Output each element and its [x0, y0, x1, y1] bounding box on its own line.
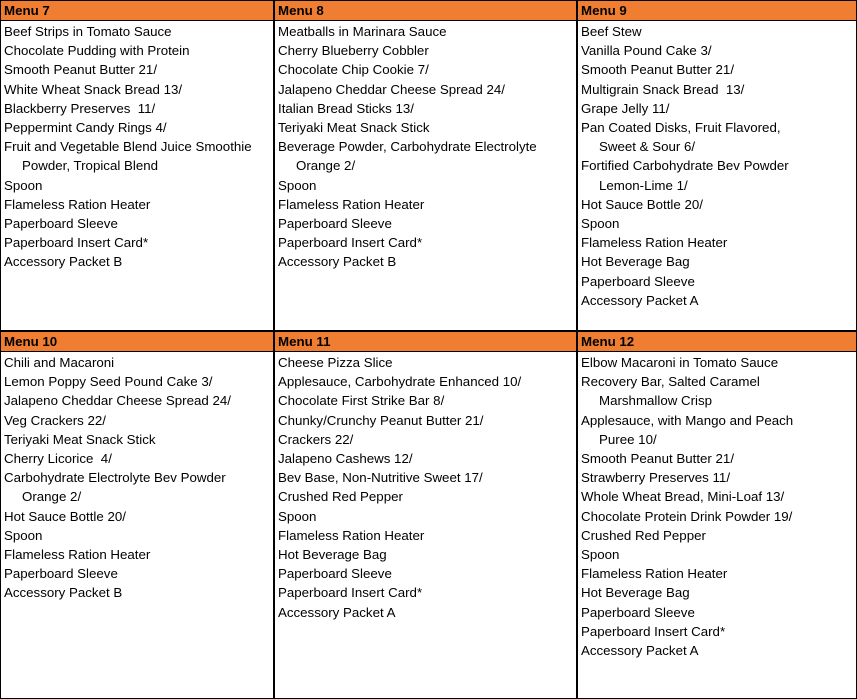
menu-item: Veg Crackers 22/ [4, 412, 106, 428]
menu-item: Strawberry Preserves 11/ [581, 470, 731, 486]
menu-item: Lemon-Lime 1/ [599, 177, 688, 193]
menu-item: Bev Base, Non-Nutritive Sweet 17/ [278, 470, 483, 486]
menu-item: Flameless Ration Heater [4, 547, 151, 563]
menu-item: Chocolate First Strike Bar 8/ [278, 393, 445, 409]
menu-item: Multigrain Snack Bread 13/ [581, 81, 745, 97]
menu-item: Flameless Ration Heater [4, 196, 151, 212]
menu-item: Paperboard Sleeve [4, 216, 118, 232]
menu-item: Paperboard Insert Card* [278, 235, 423, 251]
menu-item: Chocolate Chip Cookie 7/ [278, 62, 429, 78]
menu-item-list [1, 21, 273, 272]
menu-item: Chocolate Protein Drink Powder 19/ [581, 508, 793, 524]
menu-item: Elbow Macaroni in Tomato Sauce [581, 355, 779, 370]
menu-item: Teriyaki Meat Snack Stick [278, 120, 430, 136]
menu-item: Cherry Blueberry Cobbler [278, 43, 429, 59]
menu-item: Accessory Packet B [278, 254, 397, 270]
menu-item: Sweet & Sour 6/ [599, 139, 696, 155]
menu-item: Blackberry Preserves 11/ [4, 100, 156, 116]
menu-item: Beef Stew [581, 24, 642, 39]
menu-item: Spoon [278, 508, 317, 524]
menu-item: Accessory Packet A [581, 643, 699, 659]
menu-item-list [1, 352, 273, 603]
menu-item: Spoon [4, 527, 43, 543]
menu-item: Orange 2/ [296, 158, 356, 174]
menu-item: Peppermint Candy Rings 4/ [4, 120, 167, 136]
menu-item: Applesauce, Carbohydrate Enhanced 10/ [278, 374, 522, 390]
menu-item: White Wheat Snack Bread 13/ [4, 81, 183, 97]
menu-item: Beverage Powder, Carbohydrate Electrolyte [278, 139, 537, 155]
menu-cell [1, 332, 273, 698]
menu-item: Hot Beverage Bag [581, 585, 690, 601]
menu-item: Paperboard Sleeve [278, 216, 392, 232]
menu-item: Hot Beverage Bag [581, 254, 690, 270]
menu-item: Italian Bread Sticks 13/ [278, 100, 414, 116]
menu-item: Hot Sauce Bottle 20/ [4, 508, 126, 524]
menu-item: Pan Coated Disks, Fruit Flavored, [581, 120, 781, 136]
menu-item: Flameless Ration Heater [278, 527, 425, 543]
menu-item: Fruit and Vegetable Blend Juice Smoothie [4, 139, 252, 155]
menu-cell [578, 332, 856, 698]
menu-item: Paperboard Sleeve [581, 604, 695, 620]
menu-item: Orange 2/ [22, 489, 82, 505]
menu-item: Accessory Packet A [278, 604, 396, 620]
menu-item-list [275, 352, 576, 622]
menu-item: Jalapeno Cheddar Cheese Spread 24/ [278, 81, 505, 97]
menu-item: Accessory Packet A [581, 292, 699, 308]
menu-item: Crushed Red Pepper [278, 489, 403, 505]
menu-item: Spoon [581, 216, 620, 232]
menu-cell [275, 332, 576, 698]
menu-header: Menu 8 [275, 1, 576, 21]
menu-item-list [578, 21, 856, 310]
menu-item-list [578, 352, 856, 660]
menu-header: Menu 9 [578, 1, 856, 21]
menu-item: Jalapeno Cheddar Cheese Spread 24/ [4, 393, 231, 409]
menu-item: Paperboard Insert Card* [278, 585, 423, 601]
menu-item: Chili and Macaroni [4, 355, 115, 370]
menu-item: Smooth Peanut Butter 21/ [581, 62, 735, 78]
menu-item: Paperboard Sleeve [581, 273, 695, 289]
menu-item: Paperboard Insert Card* [581, 623, 726, 639]
menu-item: Teriyaki Meat Snack Stick [4, 431, 156, 447]
menu-item: Meatballs in Marinara Sauce [278, 24, 447, 39]
menu-item: Spoon [278, 177, 317, 193]
menu-item: Paperboard Insert Card* [4, 235, 149, 251]
menu-item: Crackers 22/ [278, 431, 354, 447]
menu-item: Flameless Ration Heater [278, 196, 425, 212]
menu-item: Hot Sauce Bottle 20/ [581, 196, 703, 212]
menu-header: Menu 12 [578, 332, 856, 352]
menu-item: Spoon [581, 547, 620, 563]
menu-item: Crushed Red Pepper [581, 527, 706, 543]
menu-item: Paperboard Sleeve [278, 566, 392, 582]
menu-item: Cheese Pizza Slice [278, 355, 393, 370]
menu-item: Powder, Tropical Blend [22, 158, 159, 174]
menu-header: Menu 10 [1, 332, 273, 352]
menu-cell [1, 1, 273, 330]
menu-item: Smooth Peanut Butter 21/ [4, 62, 158, 78]
menu-item: Recovery Bar, Salted Caramel [581, 374, 760, 390]
menu-item: Smooth Peanut Butter 21/ [581, 451, 735, 467]
menu-item: Puree 10/ [599, 431, 657, 447]
menu-item: Spoon [4, 177, 43, 193]
menu-item: Cherry Licorice 4/ [4, 451, 112, 467]
menu-item: Hot Beverage Bag [278, 547, 387, 563]
menu-item: Flameless Ration Heater [581, 566, 728, 582]
menu-item: Grape Jelly 11/ [581, 100, 670, 116]
menu-item: Flameless Ration Heater [581, 235, 728, 251]
menu-header: Menu 7 [1, 1, 273, 21]
menu-item: Whole Wheat Bread, Mini-Loaf 13/ [581, 489, 785, 505]
menu-item: Chunky/Crunchy Peanut Butter 21/ [278, 412, 484, 428]
menu-cell [578, 1, 856, 330]
menu-item: Accessory Packet B [4, 585, 123, 601]
menu-item: Carbohydrate Electrolyte Bev Powder [4, 470, 226, 486]
menu-item: Applesauce, with Mango and Peach [581, 412, 794, 428]
menu-item: Accessory Packet B [4, 254, 123, 270]
menu-item: Fortified Carbohydrate Bev Powder [581, 158, 789, 174]
menu-item: Vanilla Pound Cake 3/ [581, 43, 712, 59]
menu-item: Chocolate Pudding with Protein [4, 43, 190, 59]
menu-item: Jalapeno Cashews 12/ [278, 451, 413, 467]
menu-item: Marshmallow Crisp [599, 393, 713, 409]
menu-item-list [275, 21, 576, 272]
menu-item: Paperboard Sleeve [4, 566, 118, 582]
menu-cell [275, 1, 576, 330]
menu-item: Beef Strips in Tomato Sauce [4, 24, 172, 39]
menu-header: Menu 11 [275, 332, 576, 352]
menu-item: Lemon Poppy Seed Pound Cake 3/ [4, 374, 213, 390]
